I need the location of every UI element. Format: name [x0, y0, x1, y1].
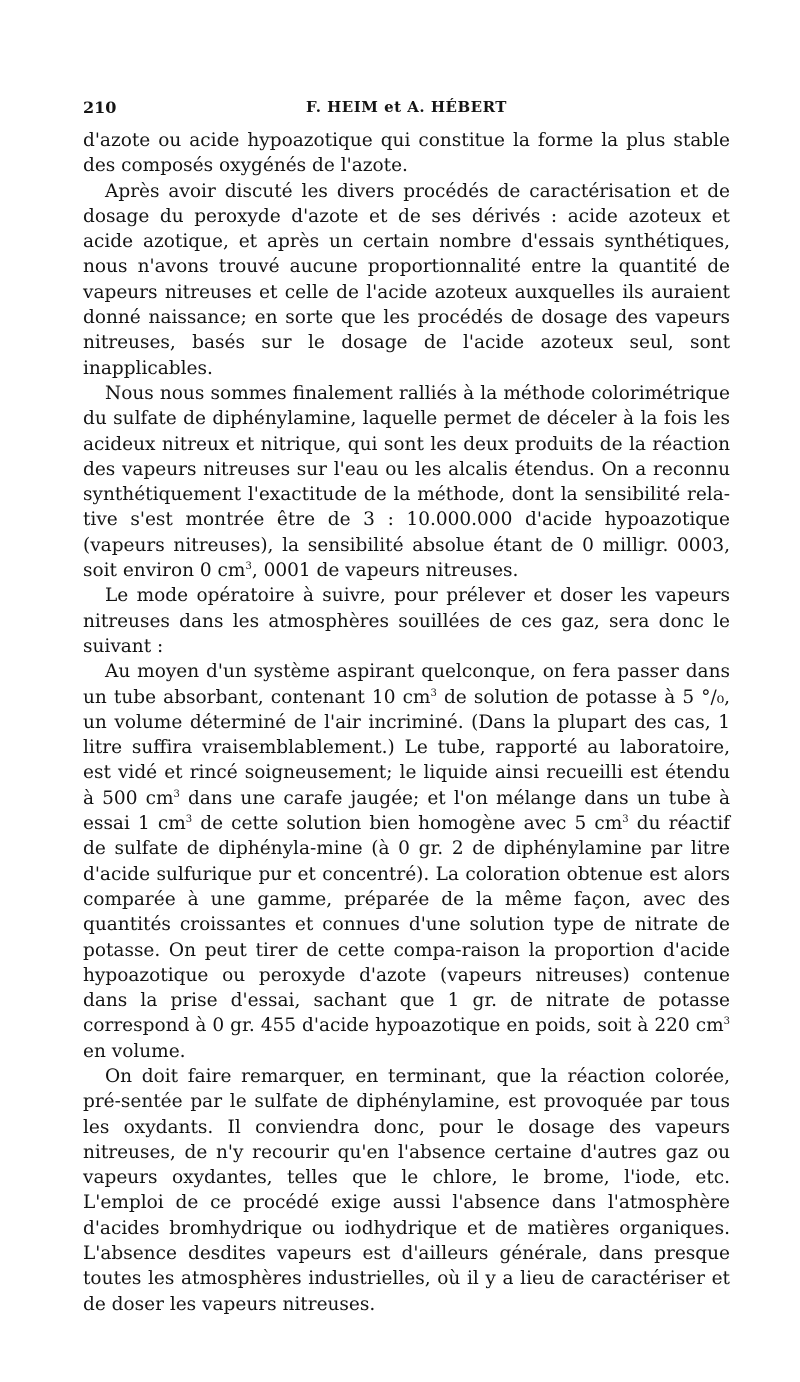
text-run: en volume. — [83, 1040, 186, 1062]
paragraph — [83, 381, 730, 583]
paragraph — [83, 583, 730, 659]
text-run: de cette solution bien homogène avec 5 cm — [192, 813, 623, 835]
document-page — [83, 92, 730, 1317]
text-run: On doit faire remarquer, en terminant, que la réaction colorée, pré-sentée par le sulfate de diphénylamine, est provoquée par tous les oxydants. Il conviendra donc, pour le dosage des vapeurs nitreuses, de n'y recourir qu'en l'absence certaine d'autres gaz ou vapeurs oxydantes, telles que le chlore, le brome, l'iode, etc. L'emploi de ce procédé exige aussi l'absence dans l'atmosphère d'acides bromhydrique ou iodhydrique et de matières organiques. L'absence desdites vapeurs est d'ailleurs générale, dans presque toutes les atmosphères industrielles, où il y a lieu de caractériser et de doser les vapeurs nitreuses. — [83, 1065, 730, 1315]
superscript: 3 — [185, 813, 193, 825]
text-run: Nous nous sommes finalement ralliés à la méthode colorimétrique du sulfate de diphénylamine, laquelle permet de déceler à la fois les acideux nitreux et nitrique, qui sont les deux produits de la réaction des vapeurs nitreuses sur l'eau ou les alcalis étendus. On a reconnu synthétiquement l'exactitude de la méthode, dont la sensibilité rela-tive s'est montrée être de 3 : 10.000.000 d'acide hypoazotique (vapeurs nitreuses), la sensibilité absolue étant de 0 milligr. 0003, soit environ 0 cm — [83, 382, 730, 582]
text-run: de solution de potasse à 5 °/₀, un volume déterminé de l'air incriminé. (Dans la plupart des cas, 1 litre suffira vraisemblablement.) Le tube, rapporté au laboratoire, est vidé et rincé soigneusement; le liquide ainsi recueilli est étendu à 500 cm — [83, 686, 731, 809]
text-run: d'azote ou acide hypoazotique qui constitue la forme la plus stable des composés oxygénés de l'azote. — [83, 130, 730, 177]
paragraph — [83, 659, 730, 1064]
text-run: dans une carafe jaugée; et l'on mélange dans un tube à essai 1 cm — [83, 787, 730, 835]
paragraph — [83, 128, 730, 179]
text-run: Le mode opératoire à suivre, pour prélever et doser les vapeurs nitreuses dans les atmosphères souillées de ces gaz, sera donc le suivant : — [83, 585, 730, 657]
text-run: Au moyen d'un système aspirant quelconque, on fera passer dans un tube absorbant, contenant 10 cm — [83, 661, 730, 708]
running-head-authors: F. HEIM et A. HÉBERT — [306, 98, 507, 116]
superscript: 3 — [430, 687, 437, 699]
superscript: 3 — [173, 788, 180, 800]
text-run: Après avoir discuté les divers procédés de caractérisation et de dosage du peroxyde d'azote et de ses dérivés : acide azoteux et acide azotique, et après un certain nombre d'essais synthétiques, nous n'avons trouvé aucune proportionnalité entre la quantité de vapeurs nitreuses et celle de l'acide azoteux auxquelles ils auraient donné naissance; en sorte que les procédés de dosage des vapeurs nitreuses, basés sur le dosage de l'acide azoteux seul, sont inapplicables. — [83, 180, 730, 379]
paragraph — [83, 1064, 730, 1317]
body-text — [83, 128, 730, 1317]
superscript: 3 — [622, 813, 629, 825]
superscript: 3 — [723, 1016, 730, 1028]
superscript: 3 — [245, 560, 252, 572]
text-run: , 0001 de vapeurs nitreuses. — [251, 560, 519, 582]
text-run: du réactif de sulfate de diphényla-mine (à 0 gr. 2 de diphénylamine par litre d'acide sulfurique pur et concentré). La coloration obtenue est alors comparée à une gamme, préparée de la même façon, avec des quantités croissantes et connues d'une solution type de nitrate de potasse. On peut tirer de cette compa-raison la proportion d'acide hypoazotique ou peroxyde d'azote (vapeurs nitreuses) contenue dans la prise d'essai, sachant que 1 gr. de nitrate de potasse correspond à 0 gr. 455 d'acide hypoazotique en poids, soit à 220 cm — [83, 813, 730, 1037]
page-number: 210 — [83, 98, 117, 117]
paragraph — [83, 179, 730, 381]
page-header — [83, 92, 730, 120]
